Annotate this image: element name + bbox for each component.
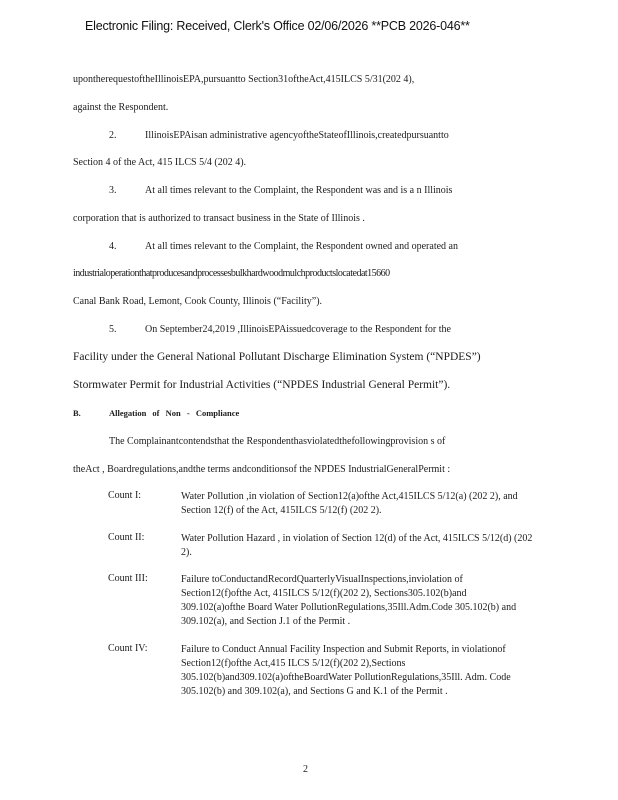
count-1-text: Water Pollution ,in violation of Section12(a)ofthe Act,415ILCS 5/12(a) (202 2), and Section 12(f) of the Act, 415ILCS 5/12(f) (202 2).: [181, 491, 518, 516]
paragraph-2-line-2: Section 4 of the Act, 415 ILCS 5/4 (202 4).: [73, 157, 247, 168]
paragraph-4-line-1: At all times relevant to the Complaint, the Respondent owned and operated an: [145, 241, 458, 252]
paragraph-5-line-1: On September24,2019 ,IllinoisEPAissuedcoverage to the Respondent for the: [145, 324, 451, 335]
count-4-label: Count IV:: [108, 643, 148, 654]
count-4-text: Failure to Conduct Annual Facility Inspection and Submit Reports, in violationof Section12(f)ofthe Act,415 ILCS 5/12(f)(202 2),Sections 305.102(b)and309.102(a)oftheBoardWater PollutionRegulations,35Ill. Adm. Code 305.102(b) and 309.102(a), and Sections G and K.1 of the Permit .: [181, 644, 511, 697]
paragraph-2-line-1: IllinoisEPAisan administrative agencyoftheStateofIllinois,createdpursuantto: [145, 130, 449, 141]
paragraph-4-number: 4.: [109, 241, 117, 252]
section-heading: Allegation of Non - Compliance: [109, 408, 240, 418]
paragraph-3-line-1: At all times relevant to the Complaint, the Respondent was and is a n Illinois: [145, 185, 453, 196]
count-2-label: Count II:: [108, 532, 145, 543]
paragraph-1-line-1: upontherequestoftheIllinoisEPA,pursuantto Section31oftheAct,415ILCS 5/31(202 4),: [73, 74, 415, 85]
paragraph-6-line-1: The Complainantcontendsthat the Respondenthasviolatedthefollowingprovision s of: [109, 436, 446, 447]
filing-stamp-header: Electronic Filing: Received, Clerk's Office 02/06/2026 **PCB 2026-046**: [85, 19, 470, 33]
paragraph-6-line-2: theAct , Boardregulations,andthe terms andconditionsof the NPDES IndustrialGeneralPermit :: [73, 464, 451, 475]
paragraph-4-line-3: Canal Bank Road, Lemont, Cook County, Illinois (“Facility”).: [73, 296, 323, 307]
count-3-text: Failure toConductandRecordQuarterlyVisualInspections,inviolation of Section12(f)ofthe Act, 415ILCS 5/12(f)(202 2), Sections305.102(b)and 309.102(a)ofthe Board Water PollutionRegulations,35Ill.Adm.Code 305.102(b) and 309.102(a), and Section J.1 of the Permit .: [181, 574, 517, 627]
count-1-label: Count I:: [108, 490, 142, 501]
paragraph-5-line-3: Stormwater Permit for Industrial Activities (“NPDES Industrial General Permit”).: [73, 379, 451, 391]
paragraph-5-number: 5.: [109, 324, 117, 335]
paragraph-4-line-2: industrialoperationthatproducesandprocessesbulkhardwoodmulchproductslocatedat15660: [73, 268, 390, 279]
page-number: 2: [303, 764, 308, 775]
paragraph-2-number: 2.: [109, 130, 117, 141]
paragraph-1-line-2: against the Respondent.: [73, 102, 169, 113]
count-3-label: Count III:: [108, 573, 148, 584]
section-letter: B.: [73, 408, 81, 418]
paragraph-5-line-2: Facility under the General National Pollutant Discharge Elimination System (“NPDES”): [73, 351, 481, 363]
paragraph-3-line-2: corporation that is authorized to transact business in the State of Illinois .: [73, 213, 365, 224]
count-2-text: Water Pollution Hazard , in violation of Section 12(d) of the Act, 415ILCS 5/12(d) (202 2).: [181, 533, 533, 558]
paragraph-3-number: 3.: [109, 185, 117, 196]
